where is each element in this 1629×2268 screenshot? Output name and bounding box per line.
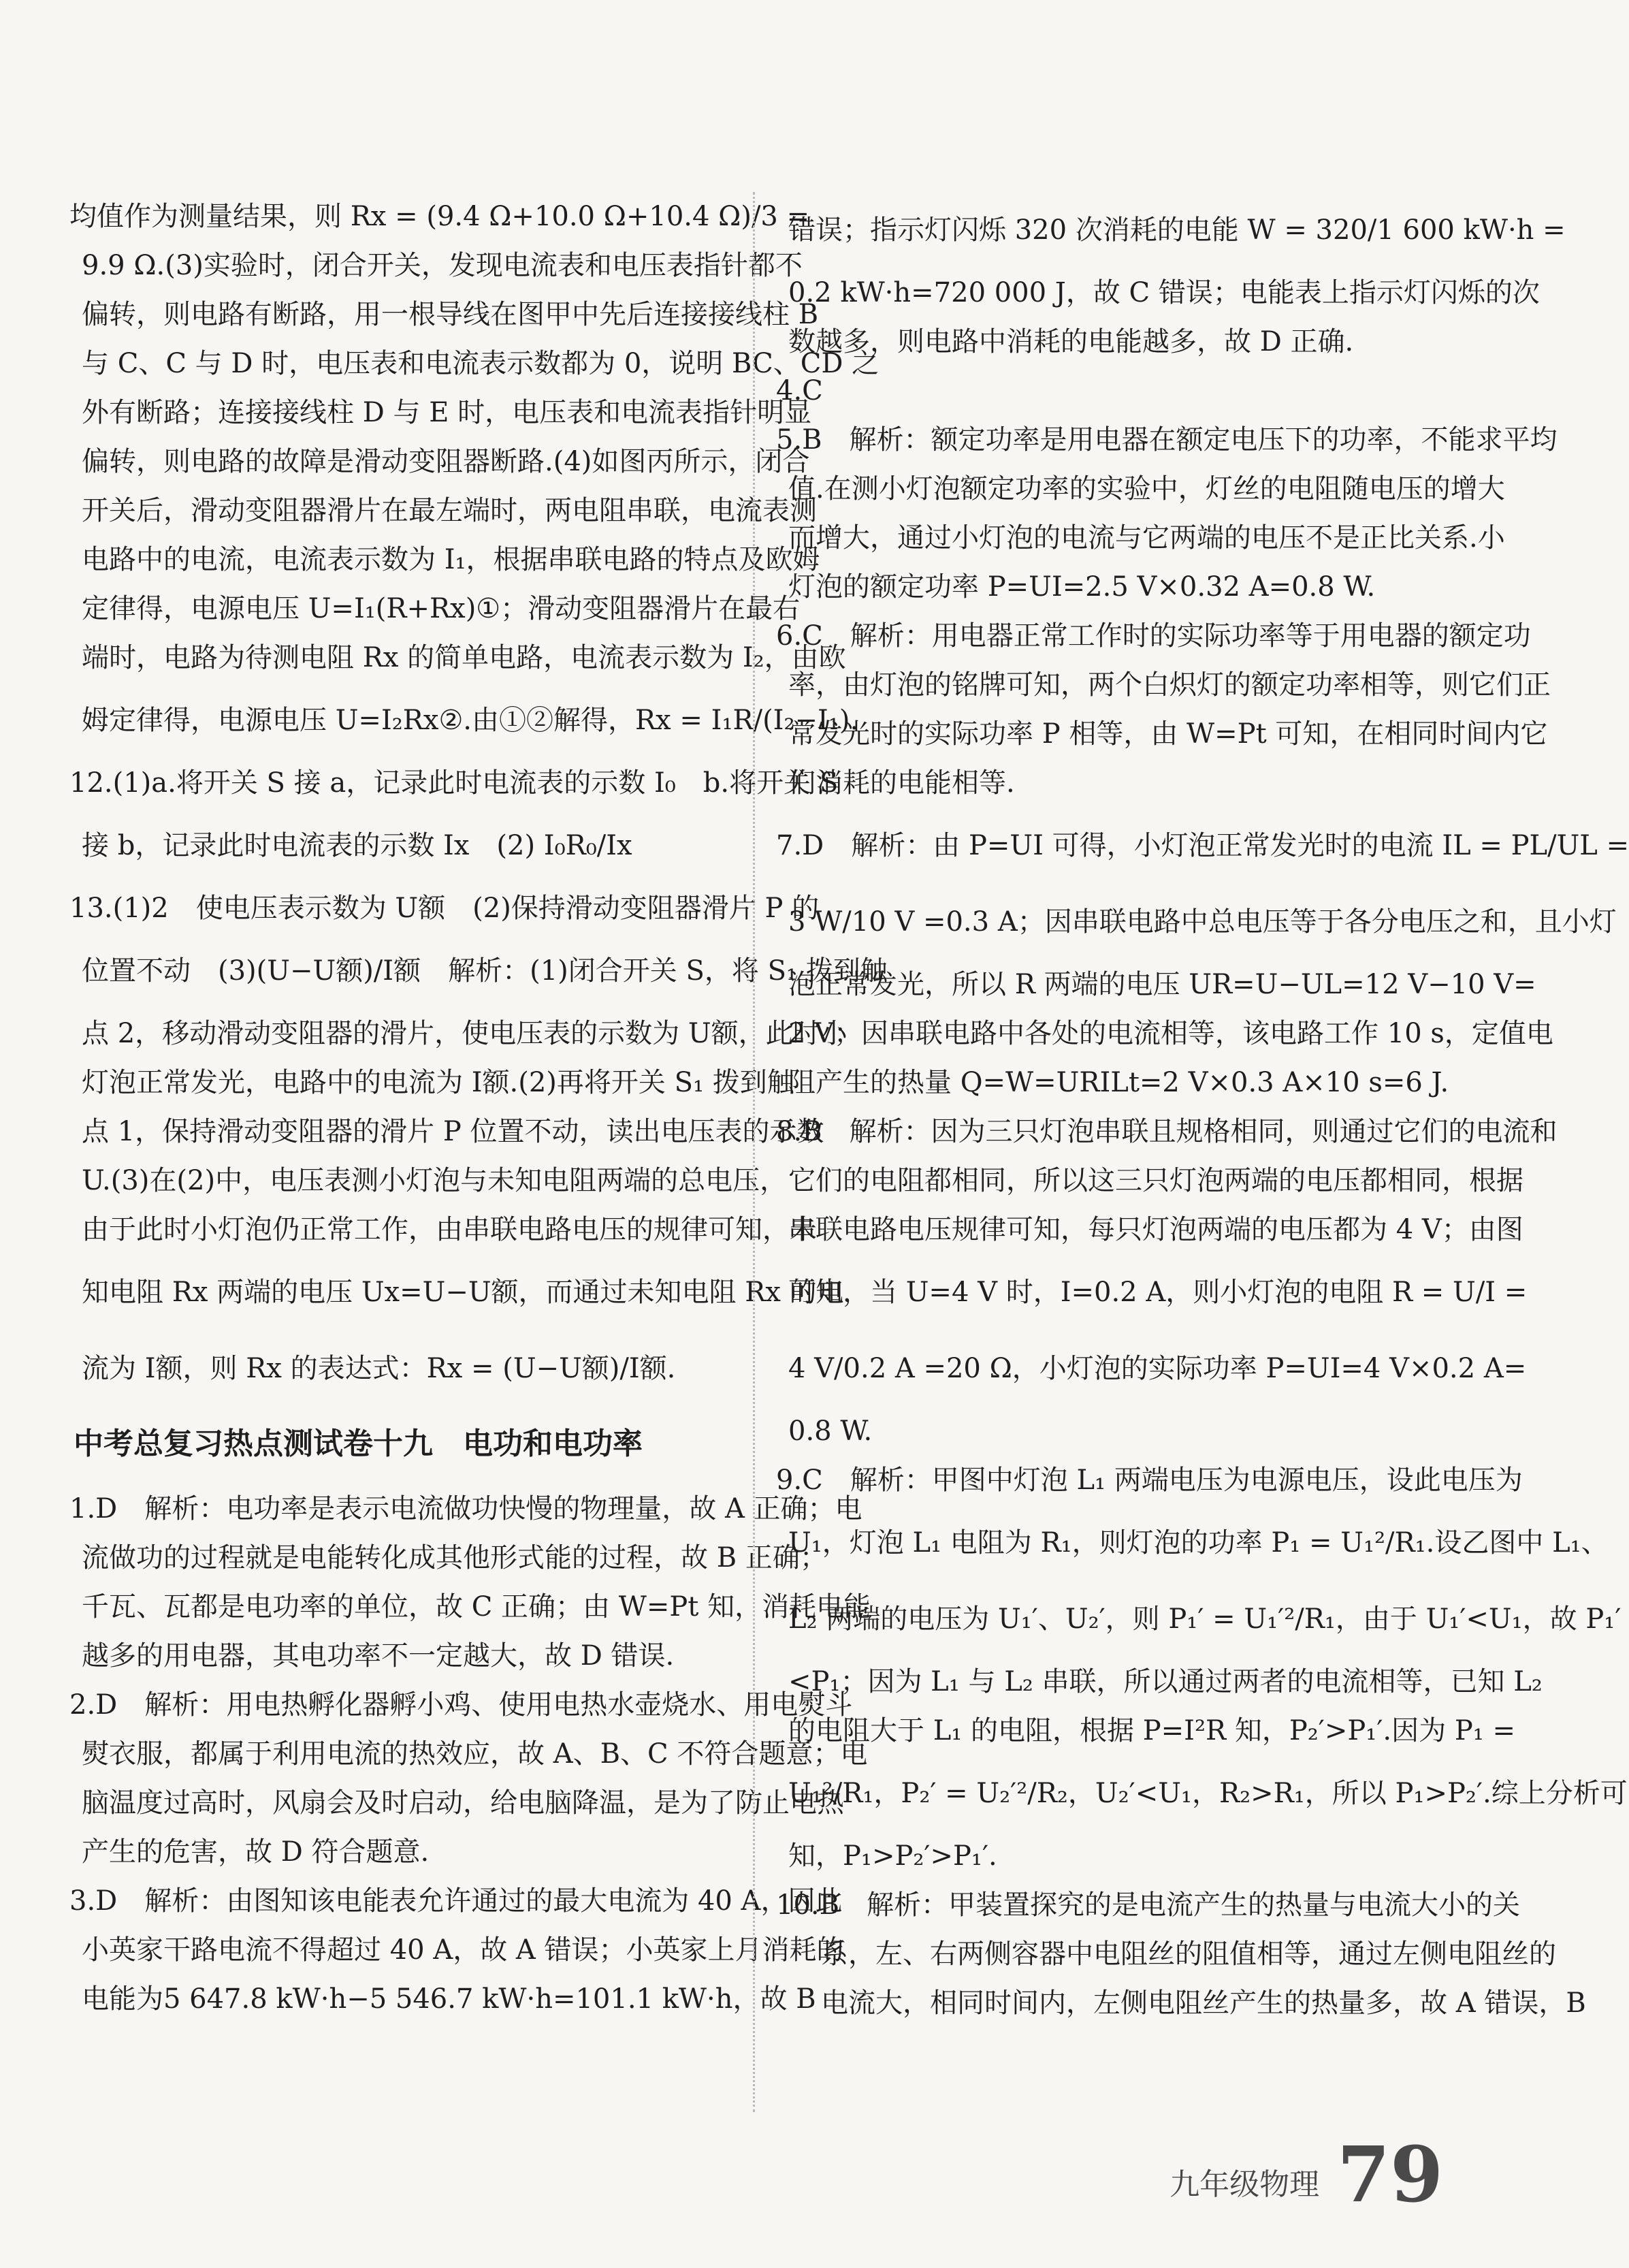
text-line: 外有断路；连接接线柱 D 与 E 时，电压表和电流表指针明显 — [82, 397, 812, 428]
text-line: 电流大，相同时间内，左侧电阻丝产生的热量多，故 A 错误，B — [821, 1987, 1586, 2019]
text-line: 电能为5 647.8 kW·h−5 546.7 kW·h=101.1 kW·h，故 B — [82, 1983, 816, 2015]
text-line: 可知，当 U=4 V 时，I=0.2 A，则小灯泡的电阻 R = U/I = — [788, 1277, 1528, 1308]
text-line: 数越多，则电路中消耗的电能越多，故 D 正确. — [788, 326, 1354, 357]
text-line: 点 1，保持滑动变阻器的滑片 P 位置不动，读出电压表的示数 — [82, 1116, 824, 1147]
text-line: 们消耗的电能相等. — [788, 767, 1015, 799]
answer-8-line: 8.B 解析：因为三只灯泡串联且规格相同，则通过它们的电流和 — [776, 1116, 1558, 1147]
text-line: 电路中的电流，电流表示数为 I₁，根据串联电路的特点及欧姆 — [82, 544, 820, 575]
answer-9-line: 9.C 解析：甲图中灯泡 L₁ 两端电压为电源电压，设此电压为 — [776, 1465, 1523, 1496]
text-line: 均值作为测量结果，则 Rx = (9.4 Ω+10.0 Ω+10.4 Ω)/3 = — [69, 201, 810, 232]
section-heading: 中考总复习热点测试卷十九 电功和电功率 — [74, 1426, 643, 1461]
text-line: 小英家干路电流不得超过 40 A，故 A 错误；小英家上月消耗的 — [82, 1934, 844, 1966]
text-line: 千瓦、瓦都是电功率的单位，故 C 正确；由 W=Pt 知，消耗电能 — [82, 1591, 871, 1623]
text-line: 灯泡正常发光，电路中的电流为 I额.(2)再将开关 S₁ 拨到触 — [82, 1067, 794, 1098]
text-line: U₁²/R₁，P₂′ = U₂′²/R₂，U₂′<U₁，R₂>R₁，所以 P₁>P₂′.综上分析可 — [788, 1778, 1628, 1809]
text-line: 串联电路电压规律可知，每只灯泡两端的电压都为 4 V；由图 — [788, 1214, 1523, 1245]
text-line: 系，左、右两侧容器中电阻丝的阻值相等，通过左侧电阻丝的 — [821, 1938, 1556, 1970]
text-line: 姆定律得，电源电压 U=I₂Rx②.由①②解得，Rx = I₁R/(I₂−I₁). — [82, 705, 859, 736]
answer-6-line: 6.C 解析：用电器正常工作时的实际功率等于用电器的额定功 — [776, 620, 1531, 652]
text-line: 3 W/10 V =0.3 A；因串联电路中总电压等于各分电压之和，且小灯 — [788, 906, 1617, 938]
text-line: 错误；指示灯闪烁 320 次消耗的电能 W = 320/1 600 kW·h = — [788, 214, 1566, 246]
text-line: 开关后，滑动变阻器滑片在最左端时，两电阻串联，电流表测 — [82, 495, 817, 526]
text-line: 阻产生的热量 Q=W=URILt=2 V×0.3 A×10 s=6 J. — [788, 1067, 1449, 1098]
text-line: 熨衣服，都属于利用电流的热效应，故 A、B、C 不符合题意；电 — [82, 1738, 868, 1770]
text-line: 灯泡的额定功率 P=UI=2.5 V×0.32 A=0.8 W. — [788, 571, 1376, 603]
text-line: 的电阻大于 L₁ 的电阻，根据 P=I²R 知，P₂′>P₁′.因为 P₁ = — [788, 1715, 1516, 1746]
text-line: 脑温度过高时，风扇会及时启动，给电脑降温，是为了防止电热 — [82, 1787, 844, 1819]
text-line: 定律得，电源电压 U=I₁(R+Rx)①；滑动变阻器滑片在最右 — [82, 593, 801, 624]
text-line: 端时，电路为待测电阻 Rx 的简单电路，电流表示数为 I₂，由欧 — [82, 642, 846, 673]
text-line: 偏转，则电路的故障是滑动变阻器断路.(4)如图丙所示，闭合 — [82, 446, 810, 477]
text-line: 0.8 W. — [788, 1416, 873, 1447]
column-divider — [753, 192, 755, 2112]
page-number: 79 — [1337, 2130, 1443, 2220]
text-line: 而增大，通过小灯泡的电流与它两端的电压不是正比关系.小 — [788, 522, 1505, 554]
page-footer — [1170, 2130, 1443, 2220]
text-line: 4 V/0.2 A =20 Ω，小灯泡的实际功率 P=UI=4 V×0.2 A= — [788, 1353, 1527, 1384]
text-line: 点 2，移动滑动变阻器的滑片，使电压表的示数为 U额，此时小 — [82, 1018, 848, 1049]
answer-10-line: 10.B 解析：甲装置探究的是电流产生的热量与电流大小的关 — [776, 1889, 1521, 1921]
text-line: 流为 I额，则 Rx 的表达式：Rx = (U−U额)/I额. — [82, 1353, 676, 1384]
text-line: 偏转，则电路有断路，用一根导线在图甲中先后连接接线柱 B — [82, 299, 819, 330]
text-line: 常发光时的实际功率 P 相等，由 W=Pt 可知，在相同时间内它 — [788, 718, 1548, 750]
answer-3-line: 3.D 解析：由图知该电能表允许通过的最大电流为 40 A，因此 — [69, 1885, 843, 1917]
answer-12-line: 接 b，记录此时电流表的示数 Ix (2) I₀R₀/Ix — [82, 830, 632, 861]
text-line: 0.2 kW·h=720 000 J，故 C 错误；电能表上指示灯闪烁的次 — [788, 277, 1540, 308]
footer-subject: 九年级物理 — [1170, 2167, 1320, 2202]
answer-4-line: 4.C — [776, 375, 823, 406]
answer-13-line: 13.(1)2 使电压表示数为 U额 (2)保持滑动变阻器滑片 P 的 — [69, 893, 820, 924]
text-line: 越多的用电器，其电功率不一定越大，故 D 错误. — [82, 1640, 675, 1672]
answer-1-line: 1.D 解析：电功率是表示电流做功快慢的物理量，故 A 正确；电 — [69, 1493, 862, 1524]
answer-7-line: 7.D 解析：由 P=UI 可得，小灯泡正常发光时的电流 IL = PL/UL = — [776, 830, 1629, 861]
text-line: U₁，灯泡 L₁ 电阻为 R₁，则灯泡的功率 P₁ = U₁²/R₁.设乙图中 L₁、 — [788, 1527, 1609, 1559]
text-line: 9.9 Ω.(3)实验时，闭合开关，发现电流表和电压表指针都不 — [82, 250, 803, 281]
text-line: 值.在测小灯泡额定功率的实验中，灯丝的电阻随电压的增大 — [788, 473, 1505, 505]
answer-13-line: 位置不动 (3)(U−U额)/I额 解析：(1)闭合开关 S，将 S₁ 拨到触 — [82, 955, 888, 987]
right-column — [776, 192, 1629, 2028]
text-line: 泡正常发光，所以 R 两端的电压 UR=U−UL=12 V−10 V= — [788, 969, 1536, 1000]
text-line: 产生的危害，故 D 符合题意. — [82, 1836, 430, 1868]
text-line: <P₁；因为 L₁ 与 L₂ 串联，所以通过两者的电流相等，已知 L₂ — [788, 1666, 1543, 1697]
text-line: 它们的电阻都相同，所以这三只灯泡两端的电压都相同，根据 — [788, 1165, 1523, 1196]
text-line: U.(3)在(2)中，电压表测小灯泡与未知电阻两端的总电压， — [82, 1165, 788, 1196]
answer-2-line: 2.D 解析：用电热孵化器孵小鸡、使用电热水壶烧水、用电熨斗 — [69, 1689, 853, 1721]
text-line: 流做功的过程就是电能转化成其他形式能的过程，故 B 正确； — [82, 1542, 827, 1574]
text-line: 知电阻 Rx 两端的电压 Ux=U−U额，而通过未知电阻 Rx 的电 — [82, 1277, 844, 1308]
text-line: 2 V；因串联电路中各处的电流相等，该电路工作 10 s，定值电 — [788, 1018, 1553, 1049]
text-line: 与 C、C 与 D 时，电压表和电流表示数都为 0，说明 BC、CD 之 — [82, 348, 880, 379]
text-line: 由于此时小灯泡仍正常工作，由串联电路电压的规律可知，未 — [82, 1214, 817, 1245]
answer-12-line: 12.(1)a.将开关 S 接 a，记录此时电流表的示数 I₀ b.将开关 S — [69, 767, 839, 799]
text-line: L₂ 两端的电压为 U₁′、U₂′，则 P₁′ = U₁′²/R₁，由于 U₁′<U₁，故 P₁′ — [788, 1603, 1622, 1635]
answer-5-line: 5.B 解析：额定功率是用电器在额定电压下的功率，不能求平均 — [776, 424, 1558, 456]
text-line: 知，P₁>P₂′>P₁′. — [788, 1840, 997, 1872]
text-line: 率，由灯泡的铭牌可知，两个白炽灯的额定功率相等，则它们正 — [788, 669, 1551, 701]
